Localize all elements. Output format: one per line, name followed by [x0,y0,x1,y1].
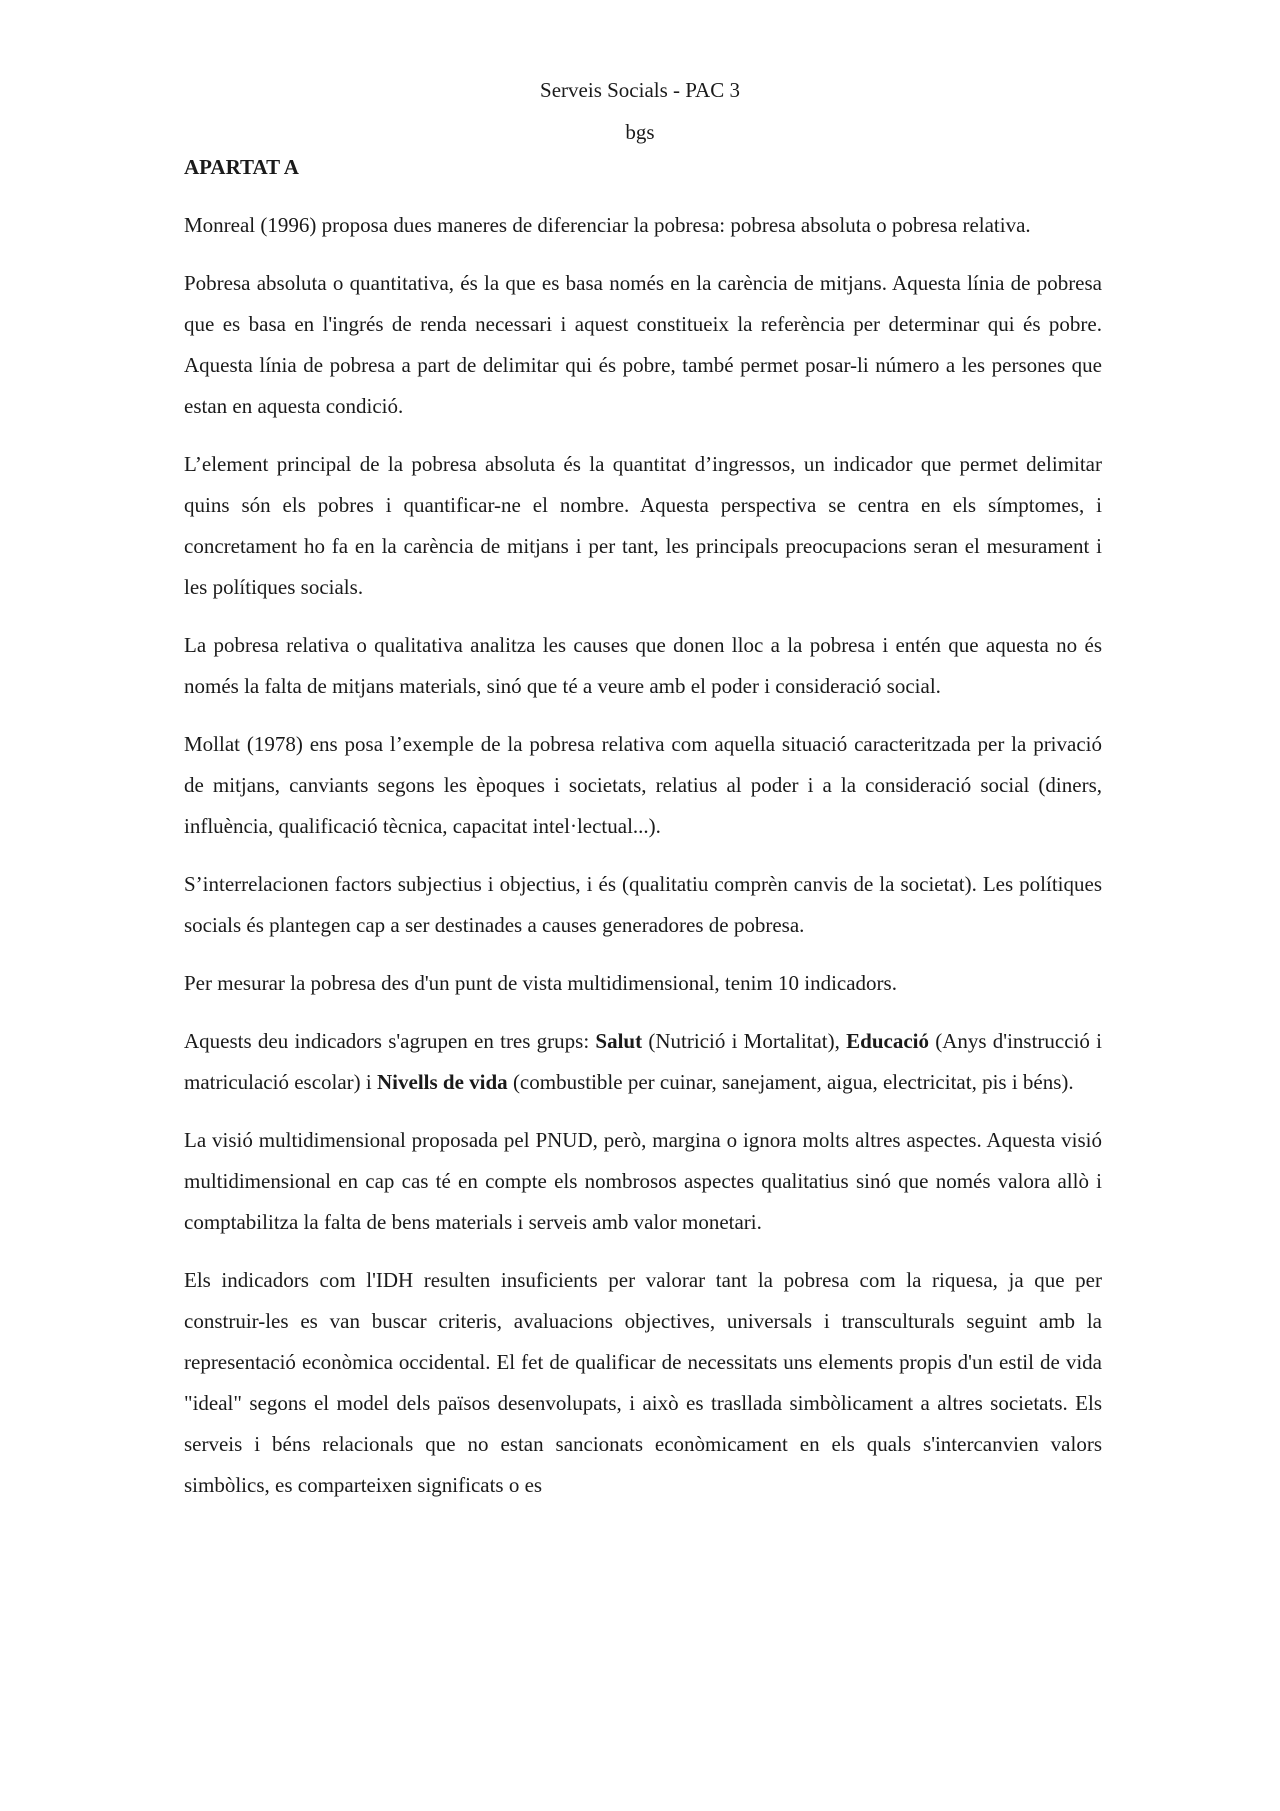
group-living-standards-detail: (combustible per cuinar, sanejament, aigua, electricitat, pis i béns). [507,1070,1074,1094]
group-living-standards: Nivells de vida [377,1070,508,1094]
indicators-intro: Aquests deu indicadors s'agrupen en tres grups: [184,1029,596,1053]
paragraph-7: Per mesurar la pobresa des d'un punt de vista multidimensional, tenim 10 indicadors. [184,971,897,995]
paragraph-3: L’element principal de la pobresa absoluta és la quantitat d’ingressos, un indicador que permet delimitar quins són els pobres i quantificar-ne el nombre. Aquesta perspectiva se centra en els símptomes, i concretament ho fa en la carència de mitjans i per tant, les principals preocupacions seran el mesurament i les polítiques socials. [184,452,1102,599]
paragraph-2: Pobresa absoluta o quantitativa, és la que es basa només en la carència de mitjans. Aquesta línia de pobresa que es basa en l'ingrés de renda necessari i aquest constitueix la referència per determinar qui és pobre. Aquesta línia de pobresa a part de delimitar qui és pobre, també permet posar-li número a les persones que estan en aquesta condició. [184,271,1102,418]
group-health-detail: (Nutrició i Mortalitat), [642,1029,847,1053]
group-education: Educació [846,1029,929,1053]
group-health: Salut [595,1029,643,1053]
paragraph-1: Monreal (1996) proposa dues maneres de diferenciar la pobresa: pobresa absoluta o pobresa relativa. [184,213,1031,237]
paragraph-4: La pobresa relativa o qualitativa analitza les causes que donen lloc a la pobresa i entén que aquesta no és només la falta de mitjans materials, sinó que té a veure amb el poder i consideració social. [184,633,1102,698]
paragraph-8 [184,1021,1102,1103]
group-education-detail: (Anys d'instrucció i matriculació escolar) i [184,1029,1102,1094]
paragraph-10: Els indicadors com l'IDH resulten insuficients per valorar tant la pobresa com la riquesa, ja que per construir-les es van buscar criteris, avaluacions objectives, universals i transculturals seguint amb la representació econòmica occidental. El fet de qualificar de necessitats uns elements propis d'un estil de vida "ideal" segons el model dels països desenvolupats, i això es trasllada simbòlicament a altres societats. Els serveis i béns relacionals que no estan sancionats econòmicament en els quals s'intercanvien valors simbòlics, es comparteixen significats o es [184,1268,1102,1497]
paragraph-6: S’interrelacionen factors subjectius i objectius, i és (qualitatiu comprèn canvis de la societat). Les polítiques socials és plantegen cap a ser destinades a causes generadores de pobresa. [184,872,1102,937]
paragraph-9: La visió multidimensional proposada pel PNUD, però, margina o ignora molts altres aspectes. Aquesta visió multidimensional en cap cas té en compte els nombrosos aspectes qualitatius sinó que només valora allò i comptabilitza la falta de bens materials i serveis amb valor monetari. [184,1128,1102,1234]
paragraph-5: Mollat (1978) ens posa l’exemple de la pobresa relativa com aquella situació caracteritzada per la privació de mitjans, canviants segons les èpoques i societats, relatius al poder i a la consideració social (diners, influència, qualificació tècnica, capacitat intel·lectual...). [184,732,1102,838]
document-author: bgs [625,120,655,144]
section-heading: APARTAT A [184,155,299,179]
document-body [184,205,1102,1523]
document-title: Serveis Socials - PAC 3 [540,78,740,102]
